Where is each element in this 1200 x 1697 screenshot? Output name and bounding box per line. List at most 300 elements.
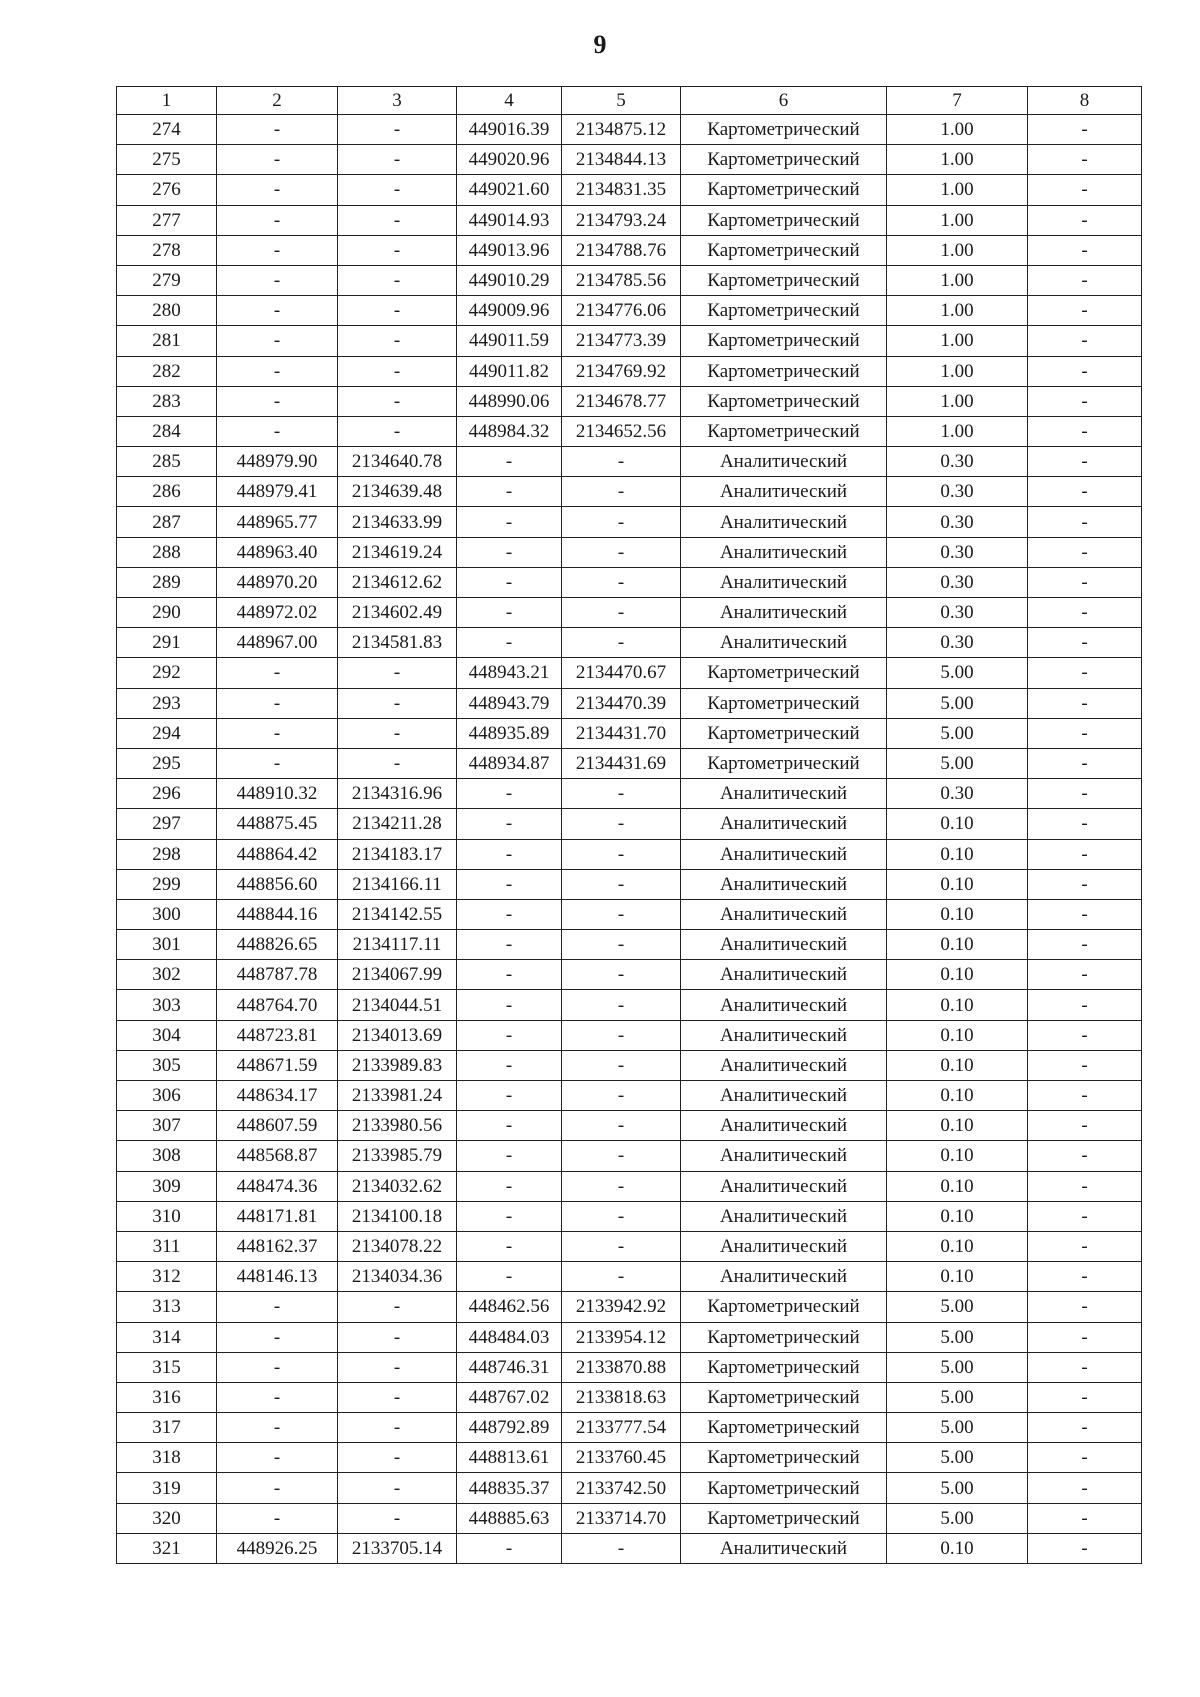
table-row — [117, 507, 1142, 537]
table-cell: - — [562, 1020, 681, 1050]
table-cell: 300 — [117, 899, 217, 929]
table-cell: 449010.29 — [457, 265, 562, 295]
table-cell: - — [1028, 1292, 1142, 1322]
table-cell: - — [457, 1141, 562, 1171]
table-cell: 0.30 — [887, 598, 1028, 628]
table-cell: - — [562, 869, 681, 899]
table-cell: - — [457, 990, 562, 1020]
table-cell: 448965.77 — [217, 507, 338, 537]
table-cell: Аналитический — [681, 1201, 887, 1231]
table-cell: 280 — [117, 296, 217, 326]
table-cell: - — [1028, 1050, 1142, 1080]
table-cell: - — [338, 1413, 457, 1443]
table-cell: 0.30 — [887, 507, 1028, 537]
table-cell: - — [1028, 1352, 1142, 1382]
table-cell: - — [217, 1443, 338, 1473]
table-cell: - — [338, 235, 457, 265]
table-cell: - — [562, 447, 681, 477]
table-cell: Аналитический — [681, 477, 887, 507]
table-cell: 2134793.24 — [562, 205, 681, 235]
table-cell: - — [217, 265, 338, 295]
table-cell: 448926.25 — [217, 1533, 338, 1563]
table-cell: 448943.79 — [457, 688, 562, 718]
table-row — [117, 416, 1142, 446]
table-cell: 1.00 — [887, 296, 1028, 326]
table-cell: 0.10 — [887, 1141, 1028, 1171]
table-cell: Аналитический — [681, 567, 887, 597]
table-cell: 303 — [117, 990, 217, 1020]
table-cell: - — [457, 960, 562, 990]
table-cell: 448844.16 — [217, 899, 338, 929]
table-cell: Картометрический — [681, 386, 887, 416]
table-cell: 448826.65 — [217, 930, 338, 960]
table-cell: Аналитический — [681, 447, 887, 477]
table-cell: - — [457, 779, 562, 809]
table-cell: Аналитический — [681, 1231, 887, 1261]
table-row — [117, 688, 1142, 718]
table-cell: - — [562, 960, 681, 990]
table-cell: - — [457, 1020, 562, 1050]
table-cell: 2133989.83 — [338, 1050, 457, 1080]
table-cell: - — [562, 899, 681, 929]
table-cell: 0.30 — [887, 537, 1028, 567]
table-cell: 2134431.70 — [562, 718, 681, 748]
table-cell: - — [562, 1050, 681, 1080]
table-cell: 2133760.45 — [562, 1443, 681, 1473]
table-cell: 5.00 — [887, 1503, 1028, 1533]
table-cell: 2133714.70 — [562, 1503, 681, 1533]
table-cell: 2134316.96 — [338, 779, 457, 809]
column-header: 8 — [1028, 87, 1142, 115]
table-cell: 448864.42 — [217, 839, 338, 869]
table-cell: 2134619.24 — [338, 537, 457, 567]
table-cell: 2134013.69 — [338, 1020, 457, 1050]
table-cell: - — [1028, 748, 1142, 778]
table-cell: 2134831.35 — [562, 175, 681, 205]
table-cell: 0.10 — [887, 1050, 1028, 1080]
table-cell: - — [338, 1352, 457, 1382]
table-cell: - — [562, 1201, 681, 1231]
table-cell: 2133980.56 — [338, 1111, 457, 1141]
table-cell: Картометрический — [681, 1352, 887, 1382]
table-cell: - — [338, 175, 457, 205]
table-cell: - — [1028, 235, 1142, 265]
table-cell: Аналитический — [681, 1020, 887, 1050]
table-cell: - — [338, 205, 457, 235]
table-cell: 448607.59 — [217, 1111, 338, 1141]
table-cell: - — [1028, 930, 1142, 960]
table-cell: 448984.32 — [457, 416, 562, 446]
table-cell: 448885.63 — [457, 1503, 562, 1533]
table-cell: 276 — [117, 175, 217, 205]
table-cell: 2134183.17 — [338, 839, 457, 869]
table-cell: - — [217, 1382, 338, 1412]
table-cell: Картометрический — [681, 748, 887, 778]
table-cell: - — [338, 356, 457, 386]
table-row — [117, 1473, 1142, 1503]
table-cell: 2134100.18 — [338, 1201, 457, 1231]
table-cell: - — [562, 990, 681, 1020]
table-cell: - — [338, 1382, 457, 1412]
table-row — [117, 447, 1142, 477]
table-cell: 279 — [117, 265, 217, 295]
table-row — [117, 718, 1142, 748]
table-cell: - — [457, 1081, 562, 1111]
table-cell: - — [1028, 537, 1142, 567]
table-cell: - — [1028, 1081, 1142, 1111]
table-cell: 449009.96 — [457, 296, 562, 326]
table-cell: 289 — [117, 567, 217, 597]
table-row — [117, 175, 1142, 205]
table-cell: - — [457, 930, 562, 960]
table-cell: Картометрический — [681, 175, 887, 205]
table-cell: 449011.82 — [457, 356, 562, 386]
table-cell: - — [1028, 1262, 1142, 1292]
table-cell: 2133954.12 — [562, 1322, 681, 1352]
table-cell: - — [338, 115, 457, 145]
column-header: 7 — [887, 87, 1028, 115]
table-row — [117, 1050, 1142, 1080]
table-cell: Аналитический — [681, 779, 887, 809]
table-cell: - — [562, 1171, 681, 1201]
table-cell: - — [217, 1322, 338, 1352]
table-cell: 310 — [117, 1201, 217, 1231]
table-cell: 1.00 — [887, 115, 1028, 145]
table-cell: 5.00 — [887, 1382, 1028, 1412]
table-cell: 0.10 — [887, 809, 1028, 839]
column-header: 5 — [562, 87, 681, 115]
table-cell: - — [457, 1231, 562, 1261]
table-cell: 320 — [117, 1503, 217, 1533]
table-cell: - — [1028, 386, 1142, 416]
table-cell: 298 — [117, 839, 217, 869]
table-cell: - — [1028, 1020, 1142, 1050]
table-cell: 5.00 — [887, 748, 1028, 778]
table-cell: - — [338, 326, 457, 356]
table-cell: 448723.81 — [217, 1020, 338, 1050]
table-cell: - — [1028, 869, 1142, 899]
table-cell: 1.00 — [887, 205, 1028, 235]
table-row — [117, 567, 1142, 597]
table-row — [117, 930, 1142, 960]
table-cell: 2134044.51 — [338, 990, 457, 1020]
table-cell: - — [562, 930, 681, 960]
table-cell: - — [1028, 447, 1142, 477]
table-cell: 2133818.63 — [562, 1382, 681, 1412]
table-cell: 448970.20 — [217, 567, 338, 597]
table-row — [117, 296, 1142, 326]
table-cell: 2134785.56 — [562, 265, 681, 295]
table-cell: 294 — [117, 718, 217, 748]
table-cell: - — [1028, 1443, 1142, 1473]
table-cell: - — [457, 507, 562, 537]
column-header: 1 — [117, 87, 217, 115]
table-cell: 292 — [117, 658, 217, 688]
table-cell: - — [1028, 507, 1142, 537]
table-cell: Картометрический — [681, 1382, 887, 1412]
table-row — [117, 809, 1142, 839]
table-cell: Картометрический — [681, 235, 887, 265]
table-cell: - — [1028, 205, 1142, 235]
table-cell: 291 — [117, 628, 217, 658]
table-cell: - — [457, 1171, 562, 1201]
table-cell: - — [1028, 567, 1142, 597]
table-cell: 1.00 — [887, 175, 1028, 205]
table-cell: - — [338, 1473, 457, 1503]
table-cell: - — [1028, 839, 1142, 869]
table-row — [117, 477, 1142, 507]
table-cell: Аналитический — [681, 1533, 887, 1563]
table-cell: - — [562, 1262, 681, 1292]
table-cell: 296 — [117, 779, 217, 809]
table-cell: - — [1028, 628, 1142, 658]
table-cell: 2134773.39 — [562, 326, 681, 356]
table-row — [117, 1141, 1142, 1171]
table-cell: - — [1028, 115, 1142, 145]
table-row — [117, 1533, 1142, 1563]
table-cell: 2134166.11 — [338, 869, 457, 899]
table-cell: 449011.59 — [457, 326, 562, 356]
table-cell: 309 — [117, 1171, 217, 1201]
table-cell: - — [457, 1111, 562, 1141]
table-cell: - — [562, 1533, 681, 1563]
table-cell: 448979.41 — [217, 477, 338, 507]
table-row — [117, 235, 1142, 265]
table-cell: 5.00 — [887, 718, 1028, 748]
table-cell: - — [562, 809, 681, 839]
table-cell: 448935.89 — [457, 718, 562, 748]
table-row — [117, 1262, 1142, 1292]
table-cell: - — [338, 296, 457, 326]
table-cell: 0.30 — [887, 447, 1028, 477]
table-cell: - — [217, 688, 338, 718]
table-cell: 448934.87 — [457, 748, 562, 778]
table-cell: 448835.37 — [457, 1473, 562, 1503]
table-cell: 2134633.99 — [338, 507, 457, 537]
table-cell: - — [457, 839, 562, 869]
table-cell: 293 — [117, 688, 217, 718]
table-cell: Аналитический — [681, 990, 887, 1020]
table-cell: - — [1028, 1111, 1142, 1141]
table-cell: 0.10 — [887, 1171, 1028, 1201]
table-row — [117, 748, 1142, 778]
table-cell: 2134844.13 — [562, 145, 681, 175]
table-cell: 448671.59 — [217, 1050, 338, 1080]
table-cell: 313 — [117, 1292, 217, 1322]
table-cell: Картометрический — [681, 145, 887, 175]
table-cell: 0.10 — [887, 990, 1028, 1020]
table-cell: 448990.06 — [457, 386, 562, 416]
table-cell: 0.10 — [887, 1201, 1028, 1231]
table-cell: 2133985.79 — [338, 1141, 457, 1171]
table-cell: 5.00 — [887, 658, 1028, 688]
table-cell: 448967.00 — [217, 628, 338, 658]
table-cell: 308 — [117, 1141, 217, 1171]
table-cell: 0.10 — [887, 1081, 1028, 1111]
table-cell: 0.10 — [887, 1262, 1028, 1292]
table-cell: 0.10 — [887, 839, 1028, 869]
table-cell: - — [217, 356, 338, 386]
table-cell: - — [338, 688, 457, 718]
table-row — [117, 899, 1142, 929]
table-cell: - — [217, 386, 338, 416]
table-cell: 1.00 — [887, 326, 1028, 356]
table-cell: Аналитический — [681, 809, 887, 839]
table-cell: - — [1028, 175, 1142, 205]
table-cell: - — [457, 809, 562, 839]
table-cell: 2134034.36 — [338, 1262, 457, 1292]
table-cell: 448484.03 — [457, 1322, 562, 1352]
table-cell: - — [1028, 990, 1142, 1020]
table-cell: Аналитический — [681, 598, 887, 628]
table-cell: 2134612.62 — [338, 567, 457, 597]
table-cell: 0.10 — [887, 1231, 1028, 1261]
table-cell: - — [457, 567, 562, 597]
table-cell: 448746.31 — [457, 1352, 562, 1382]
table-cell: Картометрический — [681, 296, 887, 326]
table-row — [117, 658, 1142, 688]
table-cell: 449021.60 — [457, 175, 562, 205]
table-cell: 449016.39 — [457, 115, 562, 145]
table-cell: 2134602.49 — [338, 598, 457, 628]
table-cell: - — [457, 537, 562, 567]
table-cell: 316 — [117, 1382, 217, 1412]
table-cell: 297 — [117, 809, 217, 839]
table-cell: 304 — [117, 1020, 217, 1050]
table-cell: - — [217, 205, 338, 235]
table-cell: 448979.90 — [217, 447, 338, 477]
table-cell: 449013.96 — [457, 235, 562, 265]
table-cell: 0.30 — [887, 779, 1028, 809]
table-cell: 299 — [117, 869, 217, 899]
table-cell: 448764.70 — [217, 990, 338, 1020]
table-row — [117, 990, 1142, 1020]
table-cell: 448787.78 — [217, 960, 338, 990]
column-header: 3 — [338, 87, 457, 115]
table-cell: - — [217, 145, 338, 175]
table-cell: 277 — [117, 205, 217, 235]
table-cell: Аналитический — [681, 839, 887, 869]
table-cell: Картометрический — [681, 416, 887, 446]
table-cell: 312 — [117, 1262, 217, 1292]
table-row — [117, 386, 1142, 416]
table-cell: - — [1028, 779, 1142, 809]
table-cell: - — [338, 1322, 457, 1352]
table-cell: Картометрический — [681, 356, 887, 386]
table-cell: 448146.13 — [217, 1262, 338, 1292]
table-cell: 5.00 — [887, 1413, 1028, 1443]
table-cell: - — [1028, 1533, 1142, 1563]
table-cell: 288 — [117, 537, 217, 567]
table-cell: - — [1028, 326, 1142, 356]
table-cell: 2134678.77 — [562, 386, 681, 416]
table-row — [117, 145, 1142, 175]
table-cell: 306 — [117, 1081, 217, 1111]
table-cell: - — [217, 416, 338, 446]
table-row — [117, 1443, 1142, 1473]
table-cell: 2134032.62 — [338, 1171, 457, 1201]
table-cell: - — [1028, 1171, 1142, 1201]
table-cell: - — [562, 839, 681, 869]
table-cell: 5.00 — [887, 1352, 1028, 1382]
table-cell: Картометрический — [681, 1292, 887, 1322]
table-row — [117, 356, 1142, 386]
table-cell: Аналитический — [681, 869, 887, 899]
table-cell: 0.10 — [887, 899, 1028, 929]
table-cell: Картометрический — [681, 326, 887, 356]
table-cell: 318 — [117, 1443, 217, 1473]
table-cell: 448943.21 — [457, 658, 562, 688]
table-cell: 2134211.28 — [338, 809, 457, 839]
table-cell: - — [457, 869, 562, 899]
table-cell: 0.10 — [887, 930, 1028, 960]
table-cell: - — [217, 658, 338, 688]
table-cell: 2133705.14 — [338, 1533, 457, 1563]
table-cell: - — [1028, 296, 1142, 326]
table-row — [117, 1503, 1142, 1533]
table-cell: - — [1028, 598, 1142, 628]
table-row — [117, 628, 1142, 658]
table-cell: - — [562, 1081, 681, 1111]
table-cell: 2134640.78 — [338, 447, 457, 477]
table-cell: Аналитический — [681, 1262, 887, 1292]
table-cell: - — [1028, 688, 1142, 718]
table-cell: Аналитический — [681, 537, 887, 567]
table-cell: Картометрический — [681, 115, 887, 145]
page-number: 9 — [593, 30, 607, 59]
table-cell: 0.10 — [887, 1020, 1028, 1050]
table-row — [117, 1352, 1142, 1382]
table-cell: 2134117.11 — [338, 930, 457, 960]
table-cell: Картометрический — [681, 1503, 887, 1533]
table-cell: - — [1028, 1382, 1142, 1412]
table-row — [117, 1382, 1142, 1412]
table-cell: - — [1028, 658, 1142, 688]
table-cell: - — [1028, 899, 1142, 929]
table-cell: - — [1028, 1503, 1142, 1533]
table-cell: - — [1028, 477, 1142, 507]
table-cell: 448767.02 — [457, 1382, 562, 1412]
table-cell: 284 — [117, 416, 217, 446]
table-cell: - — [562, 779, 681, 809]
table-cell: 2133942.92 — [562, 1292, 681, 1322]
table-cell: Картометрический — [681, 688, 887, 718]
table-cell: Картометрический — [681, 658, 887, 688]
table-row — [117, 779, 1142, 809]
table-cell: - — [338, 748, 457, 778]
table-cell: Аналитический — [681, 1171, 887, 1201]
table-cell: - — [1028, 1413, 1142, 1443]
table-cell: 0.30 — [887, 567, 1028, 597]
table-cell: 287 — [117, 507, 217, 537]
table-cell: 0.10 — [887, 869, 1028, 899]
table-row — [117, 1020, 1142, 1050]
table-cell: - — [338, 265, 457, 295]
table-cell: - — [1028, 1322, 1142, 1352]
column-header: 2 — [217, 87, 338, 115]
table-cell: - — [1028, 356, 1142, 386]
table-cell: - — [1028, 1141, 1142, 1171]
table-cell: 448813.61 — [457, 1443, 562, 1473]
table-cell: - — [1028, 718, 1142, 748]
table-row — [117, 1081, 1142, 1111]
table-cell: 1.00 — [887, 386, 1028, 416]
table-cell: - — [1028, 960, 1142, 990]
table-row — [117, 1322, 1142, 1352]
table-cell: 311 — [117, 1231, 217, 1261]
table-cell: - — [338, 1292, 457, 1322]
table-cell: - — [562, 537, 681, 567]
